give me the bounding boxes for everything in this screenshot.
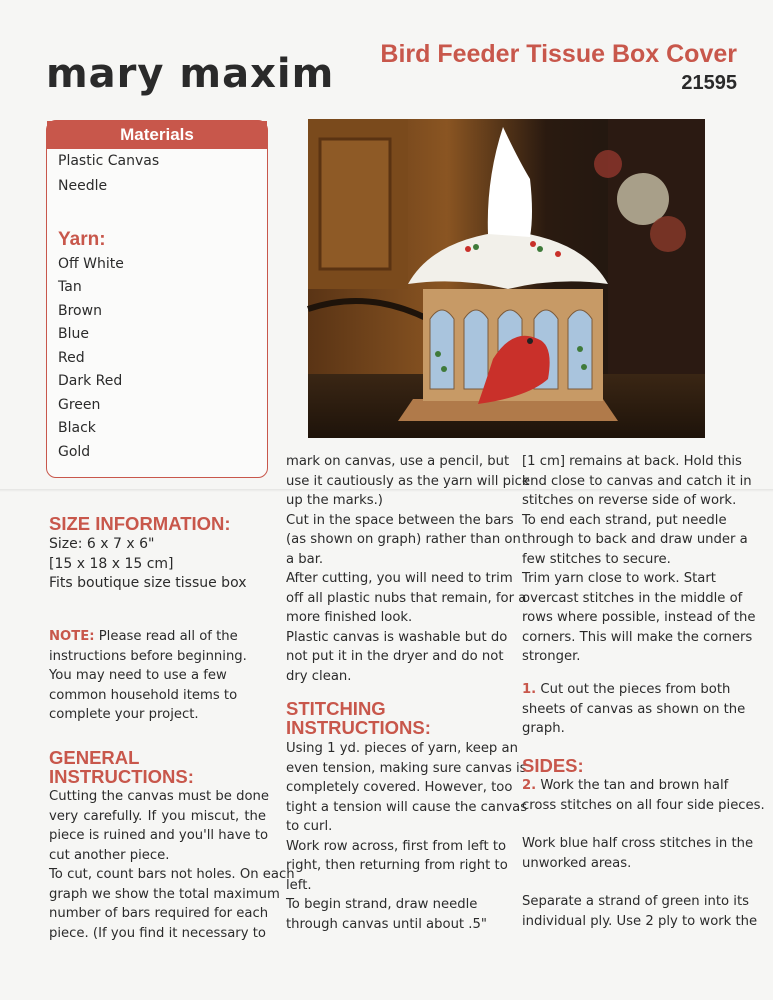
text-line: Work row across, first from left to xyxy=(286,838,507,854)
text-line: mark on canvas, use a pencil, but xyxy=(286,454,510,469)
yarn-item: Brown xyxy=(58,303,102,319)
text-line: even tension, making sure canvas is xyxy=(286,760,527,776)
note-line: Please read all of the xyxy=(94,629,238,644)
note-line: complete your project. xyxy=(49,707,199,722)
text-line: Cut out the pieces from both xyxy=(536,682,731,697)
text-line: through canvas until about .5" xyxy=(286,916,487,932)
text-line: Trim yarn close to work. Start xyxy=(522,571,716,586)
text-line: end close to canvas and catch it in xyxy=(522,473,752,489)
text-line: individual ply. Use 2 ply to work the xyxy=(522,913,758,929)
text-line: right, then returning from right to xyxy=(286,858,508,873)
text-line: corners. This will make the corners xyxy=(522,629,753,645)
size-line: Size: 6 x 7 x 6" xyxy=(49,536,155,552)
text-line: not put it in the dryer and do not xyxy=(286,649,504,664)
materials-box xyxy=(46,120,268,478)
text-line: completely covered. However, too xyxy=(286,780,513,795)
text-line: use it cautiously as the yarn will pick xyxy=(286,473,530,489)
size-heading: SIZE INFORMATION: xyxy=(49,513,231,534)
note-line: common household items to xyxy=(49,687,238,703)
text-line: [1 cm] remains at back. Hold this xyxy=(522,454,742,469)
stitching-body xyxy=(286,739,528,934)
text-line: through to back and draw under a xyxy=(522,532,748,547)
step-2 xyxy=(522,776,765,815)
yarn-item: Gold xyxy=(58,444,91,460)
text-line: piece is ruined and you'll have to xyxy=(49,828,269,843)
blue-paragraph xyxy=(522,834,754,873)
green-paragraph xyxy=(522,892,758,931)
step-1 xyxy=(522,680,746,739)
text-line: number of bars required for each xyxy=(49,906,269,921)
note-line: You may need to use a few xyxy=(49,668,227,683)
size-line: Fits boutique size tissue box xyxy=(49,575,247,591)
material-item: Plastic Canvas xyxy=(58,153,160,169)
pattern-number: 21595 xyxy=(681,72,737,94)
text-line: To end each strand, put needle xyxy=(522,512,727,528)
text-line: very carefully. If you miscut, the xyxy=(49,808,266,824)
text-line: stitches on reverse side of work. xyxy=(522,493,737,508)
text-line: dry clean. xyxy=(286,668,352,684)
text-line: Work blue half cross stitches in the xyxy=(522,836,754,851)
text-line: few stitches to secure. xyxy=(522,551,671,567)
general-heading-line: INSTRUCTIONS: xyxy=(49,766,194,787)
text-line: overcast stitches in the middle of xyxy=(522,590,743,606)
text-line: to curl. xyxy=(286,819,333,834)
text-line: Using 1 yd. pieces of yarn, keep an xyxy=(286,741,518,756)
text-line: Plastic canvas is washable but do xyxy=(286,629,508,645)
product-photo xyxy=(308,119,705,438)
text-line: Work the tan and brown half xyxy=(536,778,729,793)
general-col2 xyxy=(286,452,530,686)
yarn-item: Tan xyxy=(58,279,82,295)
text-line: After cutting, you will need to trim xyxy=(286,571,513,586)
note-line: instructions before beginning. xyxy=(49,648,247,664)
text-line: rows where possible, instead of the xyxy=(522,610,756,625)
tissue-box-illustration xyxy=(308,119,705,438)
stitching-heading xyxy=(286,699,431,737)
col3-body xyxy=(522,452,756,667)
text-line: tight a tension will cause the canvas xyxy=(286,799,528,815)
text-line: up the marks.) xyxy=(286,493,383,508)
general-heading xyxy=(49,748,194,786)
text-line: Separate a strand of green into its xyxy=(522,894,749,909)
step-number: 1. xyxy=(522,682,537,697)
text-line: left. xyxy=(286,877,312,893)
text-line: sheets of canvas as shown on the xyxy=(522,701,746,717)
note-label: NOTE: xyxy=(49,629,95,644)
brand-logo xyxy=(46,44,336,104)
sides-heading: SIDES: xyxy=(522,755,584,776)
yarn-item: Dark Red xyxy=(58,373,123,389)
material-item: Needle xyxy=(58,178,108,194)
text-line: Cutting the canvas must be done xyxy=(49,789,269,804)
text-line: graph. xyxy=(522,721,565,736)
text-line: (as shown on graph) rather than on xyxy=(286,532,521,547)
text-line: off all plastic nubs that remain, for a xyxy=(286,590,527,606)
note-block xyxy=(49,627,271,725)
general-col1 xyxy=(49,787,295,943)
step-number: 2. xyxy=(522,778,537,793)
stitching-heading-line: INSTRUCTIONS: xyxy=(286,717,431,738)
text-line: a bar. xyxy=(286,551,324,567)
page-title: Bird Feeder Tissue Box Cover xyxy=(380,40,737,68)
text-line: Cut in the space between the bars xyxy=(286,512,514,528)
yarn-item: Red xyxy=(58,350,85,366)
text-line: cut another piece. xyxy=(49,847,170,863)
text-line: graph we show the total maximum xyxy=(49,886,280,902)
text-line: stronger. xyxy=(522,649,581,664)
text-line: cross stitches on all four side pieces. xyxy=(522,797,765,813)
yarn-item: Black xyxy=(58,420,96,436)
yarn-item: Off White xyxy=(58,256,124,272)
size-line: [15 x 18 x 15 cm] xyxy=(49,555,174,572)
text-line: To cut, count bars not holes. On each xyxy=(49,867,295,882)
text-line: piece. (If you find it necessary to xyxy=(49,925,266,941)
general-heading-line: GENERAL xyxy=(49,747,140,768)
size-info xyxy=(49,535,247,594)
text-line: unworked areas. xyxy=(522,855,632,871)
brand-name: mary maxim xyxy=(46,51,335,97)
yarn-heading: Yarn: xyxy=(58,229,106,250)
text-line: more finished look. xyxy=(286,610,413,625)
stitching-heading-line: STITCHING xyxy=(286,698,386,719)
yarn-item: Blue xyxy=(58,326,89,342)
text-line: To begin strand, draw needle xyxy=(286,897,478,912)
yarn-item: Green xyxy=(58,397,101,413)
materials-heading: Materials xyxy=(47,121,267,149)
